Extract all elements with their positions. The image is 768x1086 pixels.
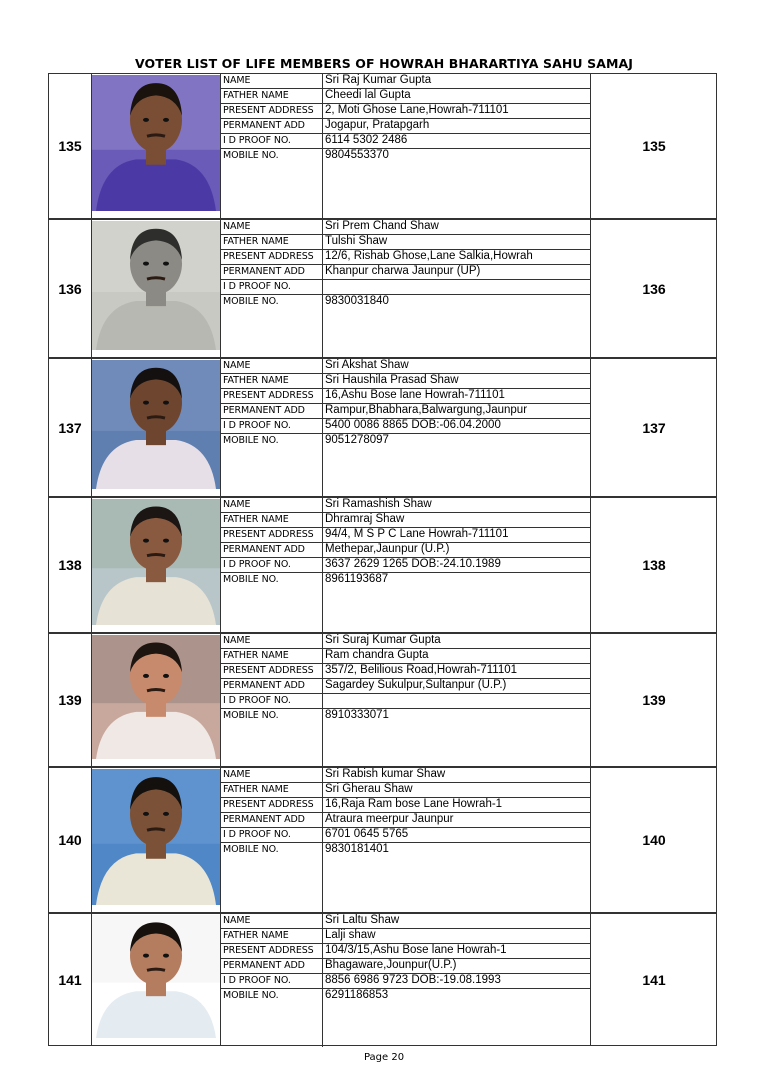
field-label: MOBILE NO. (223, 710, 279, 721)
field-value-permanent: Atraura meerpur Jaunpur (325, 813, 454, 825)
field-row-mobile (221, 434, 591, 449)
field-row-idproof (221, 419, 591, 434)
field-label: MOBILE NO. (223, 150, 279, 161)
field-row-name (221, 914, 591, 929)
page-number: Page 20 (363, 1052, 405, 1063)
member-photo (92, 769, 220, 905)
field-label: PERMANENT ADD (223, 266, 305, 277)
member-photo (92, 915, 220, 1038)
field-row-father (221, 513, 591, 528)
member-details (221, 634, 591, 724)
field-label: I D PROOF NO. (223, 559, 291, 570)
field-row-name (221, 220, 591, 235)
field-value-father: Tulshi Shaw (325, 235, 388, 247)
serial-number-right: 137 (642, 419, 666, 436)
field-row-father (221, 929, 591, 944)
field-row-name (221, 634, 591, 649)
field-label: FATHER NAME (223, 236, 289, 247)
member-photo (92, 499, 220, 625)
field-label: I D PROOF NO. (223, 975, 291, 986)
field-label: FATHER NAME (223, 90, 289, 101)
field-label: PRESENT ADDRESS (223, 799, 314, 810)
field-row-father (221, 649, 591, 664)
serial-number-right: 138 (642, 557, 666, 573)
member-details (221, 498, 591, 588)
member-entry (48, 497, 717, 633)
field-label: NAME (223, 360, 251, 371)
field-value-present: 16,Raja Ram bose Lane Howrah-1 (325, 798, 503, 810)
field-label: FATHER NAME (223, 650, 289, 661)
field-value-name: Sri Raj Kumar Gupta (325, 74, 432, 86)
field-label: PERMANENT ADD (223, 405, 305, 416)
field-row-present (221, 798, 591, 813)
field-label: PERMANENT ADD (223, 960, 305, 971)
field-label: PRESENT ADDRESS (223, 529, 314, 540)
field-row-present (221, 389, 591, 404)
serial-number: 135 (58, 138, 82, 154)
field-value-idproof: 8856 6986 9723 DOB:-19.08.1993 (325, 974, 501, 986)
serial-number-right: 135 (642, 138, 666, 154)
field-label: PERMANENT ADD (223, 120, 305, 131)
field-row-permanent (221, 265, 591, 280)
serial-number: 136 (58, 280, 82, 297)
field-value-idproof: 5400 0086 8865 DOB:-06.04.2000 (325, 419, 501, 431)
member-photo (92, 75, 220, 211)
field-value-mobile: 6291186853 (325, 989, 389, 1001)
field-value-mobile: 8961193687 (325, 573, 389, 585)
field-value-father: Ram chandra Gupta (325, 649, 429, 661)
field-row-name (221, 74, 591, 89)
field-value-permanent: Rampur,Bhabhara,Balwargung,Jaunpur (325, 404, 528, 416)
field-label: NAME (223, 915, 251, 926)
field-row-present (221, 250, 591, 265)
field-label: PRESENT ADDRESS (223, 945, 314, 956)
member-photo (92, 360, 220, 489)
field-label: FATHER NAME (223, 514, 289, 525)
field-row-idproof (221, 974, 591, 989)
field-label: FATHER NAME (223, 784, 289, 795)
field-label: FATHER NAME (223, 375, 289, 386)
field-value-mobile: 9051278097 (325, 434, 389, 446)
member-entry (48, 219, 717, 358)
field-value-mobile: 9830181401 (325, 843, 389, 855)
field-value-father: Lalji shaw (325, 929, 376, 941)
field-label: PERMANENT ADD (223, 814, 305, 825)
field-label: I D PROOF NO. (223, 281, 291, 292)
field-label: NAME (223, 635, 251, 646)
field-value-present: 2, Moti Ghose Lane,Howrah-711101 (325, 104, 509, 116)
field-row-father (221, 89, 591, 104)
field-value-permanent: Jogapur, Pratapgarh (325, 119, 430, 131)
field-value-permanent: Methepar,Jaunpur (U.P.) (325, 543, 450, 555)
field-label: NAME (223, 499, 251, 510)
serial-number: 140 (58, 832, 82, 848)
member-details (221, 220, 591, 310)
field-row-present (221, 528, 591, 543)
field-row-mobile (221, 295, 591, 310)
field-value-idproof: 3637 2629 1265 DOB:-24.10.1989 (325, 558, 501, 570)
field-value-name: Sri Laltu Shaw (325, 914, 400, 926)
field-label: FATHER NAME (223, 930, 289, 941)
member-entry (48, 73, 717, 219)
field-label: NAME (223, 221, 251, 232)
member-entry (48, 913, 717, 1046)
field-value-present: 357/2, Belilious Road,Howrah-711101 (325, 664, 518, 676)
field-value-name: Sri Rabish kumar Shaw (325, 768, 446, 780)
field-row-name (221, 768, 591, 783)
member-details (221, 359, 591, 449)
field-value-present: 12/6, Rishab Ghose,Lane Salkia,Howrah (325, 250, 533, 262)
field-row-permanent (221, 959, 591, 974)
member-entry (48, 633, 717, 767)
serial-number-right: 140 (642, 832, 666, 848)
field-label: PRESENT ADDRESS (223, 390, 314, 401)
field-row-idproof (221, 280, 591, 295)
field-value-mobile: 9830031840 (325, 295, 389, 307)
field-row-permanent (221, 119, 591, 134)
field-value-father: Dhramraj Shaw (325, 513, 405, 525)
field-label: PRESENT ADDRESS (223, 665, 314, 676)
serial-number: 138 (58, 557, 82, 573)
field-value-present: 94/4, M S P C Lane Howrah-711101 (325, 528, 509, 540)
serial-number-right: 136 (642, 280, 666, 297)
member-entry (48, 767, 717, 913)
member-entry (48, 358, 717, 497)
field-label: MOBILE NO. (223, 990, 279, 1001)
field-label: I D PROOF NO. (223, 135, 291, 146)
field-row-mobile (221, 149, 591, 164)
field-row-father (221, 235, 591, 250)
field-row-present (221, 944, 591, 959)
serial-number-right: 139 (642, 692, 666, 708)
field-row-permanent (221, 543, 591, 558)
member-details (221, 768, 591, 858)
field-value-present: 16,Ashu Bose lane Howrah-711101 (325, 389, 505, 401)
field-row-permanent (221, 813, 591, 828)
serial-number: 141 (58, 971, 82, 988)
field-value-mobile: 8910333071 (325, 709, 389, 721)
field-row-father (221, 783, 591, 798)
field-label: MOBILE NO. (223, 296, 279, 307)
field-value-father: Cheedi lal Gupta (325, 89, 411, 101)
field-label: MOBILE NO. (223, 844, 279, 855)
member-details (221, 914, 591, 1004)
field-value-name: Sri Suraj Kumar Gupta (325, 634, 441, 646)
field-row-idproof (221, 694, 591, 709)
field-row-name (221, 359, 591, 374)
field-label: NAME (223, 769, 251, 780)
field-value-name: Sri Prem Chand Shaw (325, 220, 439, 232)
field-label: I D PROOF NO. (223, 695, 291, 706)
serial-number: 139 (58, 692, 82, 708)
field-row-mobile (221, 709, 591, 724)
field-label: MOBILE NO. (223, 574, 279, 585)
field-row-present (221, 104, 591, 119)
serial-number: 137 (58, 419, 82, 436)
field-label: NAME (223, 75, 251, 86)
field-row-idproof (221, 558, 591, 573)
field-row-name (221, 498, 591, 513)
field-label: PERMANENT ADD (223, 544, 305, 555)
field-label: PERMANENT ADD (223, 680, 305, 691)
field-row-present (221, 664, 591, 679)
field-row-idproof (221, 134, 591, 149)
field-value-name: Sri Akshat Shaw (325, 359, 409, 371)
field-row-idproof (221, 828, 591, 843)
field-label: PRESENT ADDRESS (223, 105, 314, 116)
field-row-mobile (221, 573, 591, 588)
field-value-permanent: Bhagaware,Jounpur(U.P.) (325, 959, 457, 971)
field-label: MOBILE NO. (223, 435, 279, 446)
field-row-permanent (221, 404, 591, 419)
field-row-permanent (221, 679, 591, 694)
member-details (221, 74, 591, 164)
field-value-permanent: Sagardey Sukulpur,Sultanpur (U.P.) (325, 679, 507, 691)
member-photo (92, 635, 220, 759)
field-value-idproof: 6701 0645 5765 (325, 828, 409, 840)
field-value-idproof: 6114 5302 2486 (325, 134, 408, 146)
page-title: VOTER LIST OF LIFE MEMBERS OF HOWRAH BHARARTIYA SAHU SAMAJ (134, 56, 634, 71)
field-value-permanent: Khanpur charwa Jaunpur (UP) (325, 265, 481, 277)
field-label: I D PROOF NO. (223, 829, 291, 840)
field-value-present: 104/3/15,Ashu Bose lane Howrah-1 (325, 944, 507, 956)
field-row-mobile (221, 843, 591, 858)
serial-number-right: 141 (642, 971, 666, 988)
field-label: PRESENT ADDRESS (223, 251, 314, 262)
field-value-mobile: 9804553370 (325, 149, 389, 161)
field-value-father: Sri Haushila Prasad Shaw (325, 374, 459, 386)
member-photo (92, 221, 220, 350)
field-label: I D PROOF NO. (223, 420, 291, 431)
field-value-father: Sri Gherau Shaw (325, 783, 413, 795)
field-value-name: Sri Ramashish Shaw (325, 498, 432, 510)
field-row-father (221, 374, 591, 389)
field-row-mobile (221, 989, 591, 1004)
